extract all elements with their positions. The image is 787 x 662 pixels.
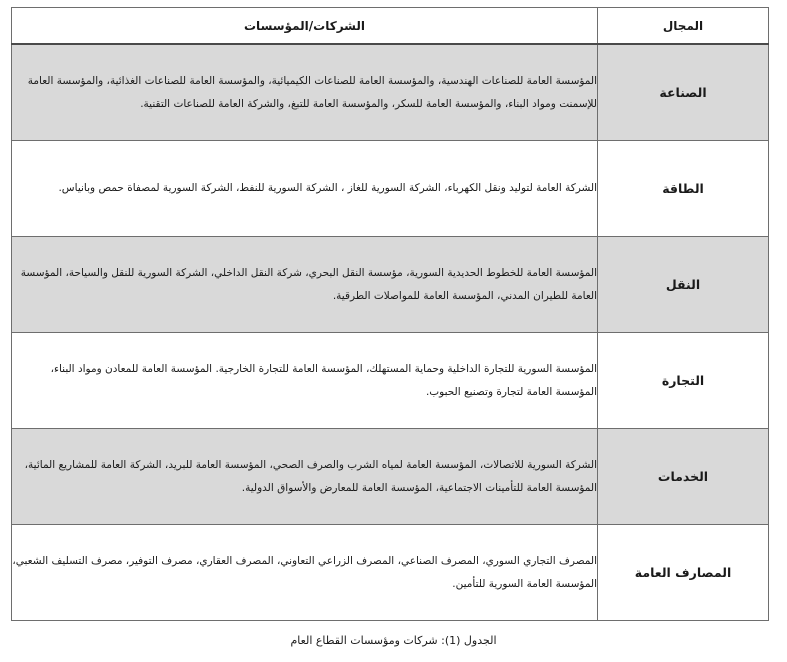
row-field-trade: التجارة (598, 333, 769, 429)
header-companies: الشركات/المؤسسات (12, 8, 598, 45)
row-companies-services: الشركة السورية للاتصالات، المؤسسة العامة لمياه الشرب والصرف الصحي، المؤسسة العامة للبريد، الشركة العامة للمشاريع المائية، المؤسسة العامة للتأمينات الاجتماعية، المؤسسة العامة للمعارض والأسواق الدولية. (12, 429, 598, 525)
public-sector-table (11, 7, 769, 621)
table-row (12, 141, 769, 237)
table-caption: الجدول (1): شركات ومؤسسات القطاع العام (290, 634, 497, 647)
row-companies-trade: المؤسسة السورية للتجارة الداخلية وحماية المستهلك، المؤسسة العامة للتجارة الخارجية. المؤسسة العامة للمعادن ومواد البناء، المؤسسة العامة لتجارة وتصنيع الحبوب. (12, 333, 598, 429)
row-field-energy: الطاقة (598, 141, 769, 237)
table-row (12, 429, 769, 525)
row-field-industry: الصناعة (598, 44, 769, 141)
row-companies-industry: المؤسسة العامة للصناعات الهندسية، والمؤسسة العامة للصناعات الكيميائية، والمؤسسة العامة للصناعات الغذائية، والمؤسسة العامة للإسمنت ومواد البناء، والمؤسسة العامة للسكر، والمؤسسة العامة للتبغ، والشركة العامة للصناعات التقنية. (12, 44, 598, 141)
row-companies-public-banks: المصرف التجاري السوري، المصرف الصناعي، المصرف الزراعي التعاوني، المصرف العقاري، مصرف التوفير، مصرف التسليف الشعبي، المؤسسة العامة السورية للتأمين. (12, 525, 598, 621)
row-field-transport: النقل (598, 237, 769, 333)
row-field-services: الخدمات (598, 429, 769, 525)
row-field-public-banks: المصارف العامة (598, 525, 769, 621)
table-row (12, 237, 769, 333)
table-row (12, 333, 769, 429)
header-field: المجال (598, 8, 769, 45)
table-row (12, 525, 769, 621)
sectors-table-container (11, 7, 768, 621)
table-row (12, 44, 769, 141)
row-companies-energy: الشركة العامة لتوليد ونقل الكهرباء، الشركة السورية للغاز ، الشركة السورية للنفط، الشركة السورية لمصفاة حمص وبانياس. (12, 141, 598, 237)
table-header-row (12, 8, 769, 45)
row-companies-transport: المؤسسة العامة للخطوط الحديدية السورية، مؤسسة النقل البحري، شركة النقل الداخلي، الشركة السورية للنقل والسياحة، المؤسسة العامة للطيران المدني، المؤسسة العامة للمواصلات الطرقية. (12, 237, 598, 333)
